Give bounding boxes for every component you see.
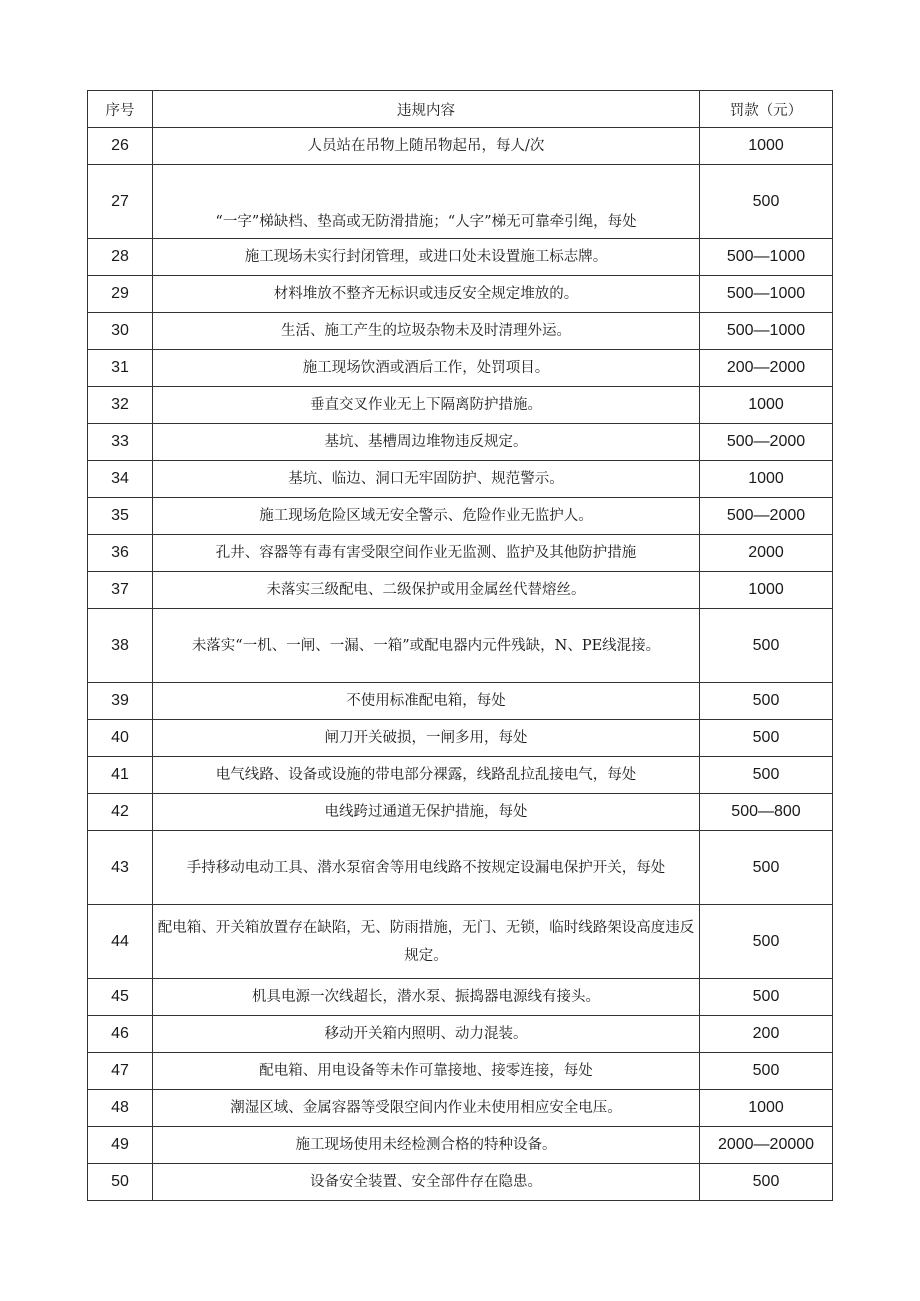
row-number: 42 xyxy=(88,794,153,831)
table-row xyxy=(88,1016,833,1053)
table-row xyxy=(88,720,833,757)
row-fine: 500 xyxy=(700,609,833,683)
row-content: 配电箱、开关箱放置存在缺陷，无、防雨措施，无门、无锁，临时线路架设高度违反规定。 xyxy=(153,905,700,979)
row-number: 39 xyxy=(88,683,153,720)
row-number: 44 xyxy=(88,905,153,979)
row-content: 孔井、容器等有毒有害受限空间作业无监测、监护及其他防护措施 xyxy=(153,535,700,572)
row-fine: 1000 xyxy=(700,461,833,498)
row-fine: 500 xyxy=(700,905,833,979)
row-content: 基坑、临边、洞口无牢固防护、规范警示。 xyxy=(153,461,700,498)
row-number: 38 xyxy=(88,609,153,683)
row-number: 28 xyxy=(88,239,153,276)
header-no: 序号 xyxy=(88,91,153,128)
table-row xyxy=(88,424,833,461)
row-content: 基坑、基槽周边堆物违反规定。 xyxy=(153,424,700,461)
row-fine: 500 xyxy=(700,1164,833,1201)
table-row xyxy=(88,498,833,535)
row-content: 潮湿区域、金属容器等受限空间内作业未使用相应安全电压。 xyxy=(153,1090,700,1127)
table-row xyxy=(88,1127,833,1164)
table-row xyxy=(88,831,833,905)
row-number: 48 xyxy=(88,1090,153,1127)
row-number: 35 xyxy=(88,498,153,535)
table-row xyxy=(88,572,833,609)
row-content: 施工现场未实行封闭管理，或进口处未设置施工标志牌。 xyxy=(153,239,700,276)
row-fine: 500 xyxy=(700,1053,833,1090)
row-content: 施工现场饮酒或酒后工作，处罚项目。 xyxy=(153,350,700,387)
row-number: 43 xyxy=(88,831,153,905)
row-fine: 500 xyxy=(700,979,833,1016)
row-number: 30 xyxy=(88,313,153,350)
row-number: 47 xyxy=(88,1053,153,1090)
row-number: 46 xyxy=(88,1016,153,1053)
table-row xyxy=(88,165,833,239)
row-fine: 500—800 xyxy=(700,794,833,831)
row-number: 50 xyxy=(88,1164,153,1201)
row-content: 未落实三级配电、二级保护或用金属丝代替熔丝。 xyxy=(153,572,700,609)
table-row xyxy=(88,1090,833,1127)
row-content: 施工现场危险区域无安全警示、危险作业无监护人。 xyxy=(153,498,700,535)
table-row xyxy=(88,535,833,572)
table-row xyxy=(88,128,833,165)
row-content: 移动开关箱内照明、动力混装。 xyxy=(153,1016,700,1053)
row-fine: 2000—20000 xyxy=(700,1127,833,1164)
row-fine: 500 xyxy=(700,165,833,239)
row-fine: 200—2000 xyxy=(700,350,833,387)
row-content: 材料堆放不整齐无标识或违反安全规定堆放的。 xyxy=(153,276,700,313)
row-content: 设备安全装置、安全部件存在隐患。 xyxy=(153,1164,700,1201)
row-fine: 500—2000 xyxy=(700,498,833,535)
row-content: 电气线路、设备或设施的带电部分裸露，线路乱拉乱接电气，每处 xyxy=(153,757,700,794)
row-content: 不使用标准配电箱，每处 xyxy=(153,683,700,720)
table-row xyxy=(88,1053,833,1090)
row-number: 36 xyxy=(88,535,153,572)
table-row xyxy=(88,609,833,683)
row-fine: 1000 xyxy=(700,572,833,609)
row-content: 手持移动电动工具、潜水泵宿舍等用电线路不按规定设漏电保护开关，每处 xyxy=(153,831,700,905)
row-content: 机具电源一次线超长，潜水泵、振捣器电源线有接头。 xyxy=(153,979,700,1016)
row-fine: 500 xyxy=(700,831,833,905)
row-number: 37 xyxy=(88,572,153,609)
table-row xyxy=(88,276,833,313)
row-number: 49 xyxy=(88,1127,153,1164)
table-row xyxy=(88,387,833,424)
row-content: 人员站在吊物上随吊物起吊，每人/次 xyxy=(153,128,700,165)
table-header-row xyxy=(88,91,833,128)
table-row xyxy=(88,350,833,387)
row-content: 生活、施工产生的垃圾杂物未及时清理外运。 xyxy=(153,313,700,350)
row-content: “一字”梯缺档、垫高或无防滑措施；“人字”梯无可靠牵引绳，每处 xyxy=(153,165,700,239)
row-number: 34 xyxy=(88,461,153,498)
row-fine: 1000 xyxy=(700,1090,833,1127)
row-fine: 500—1000 xyxy=(700,239,833,276)
row-fine: 500—2000 xyxy=(700,424,833,461)
row-number: 26 xyxy=(88,128,153,165)
row-content: 闸刀开关破损，一闸多用，每处 xyxy=(153,720,700,757)
row-fine: 1000 xyxy=(700,387,833,424)
row-fine: 500 xyxy=(700,757,833,794)
row-content: 施工现场使用未经检测合格的特种设备。 xyxy=(153,1127,700,1164)
row-fine: 2000 xyxy=(700,535,833,572)
header-content: 违规内容 xyxy=(153,91,700,128)
row-number: 31 xyxy=(88,350,153,387)
row-fine: 200 xyxy=(700,1016,833,1053)
row-number: 45 xyxy=(88,979,153,1016)
row-content: 配电箱、用电设备等未作可靠接地、接零连接，每处 xyxy=(153,1053,700,1090)
row-number: 33 xyxy=(88,424,153,461)
row-number: 40 xyxy=(88,720,153,757)
row-number: 41 xyxy=(88,757,153,794)
table-row xyxy=(88,461,833,498)
table-row xyxy=(88,794,833,831)
table-row xyxy=(88,979,833,1016)
table-row xyxy=(88,1164,833,1201)
row-number: 32 xyxy=(88,387,153,424)
table-row xyxy=(88,313,833,350)
row-number: 29 xyxy=(88,276,153,313)
table-row xyxy=(88,239,833,276)
table-row xyxy=(88,757,833,794)
row-fine: 1000 xyxy=(700,128,833,165)
header-fine: 罚款（元） xyxy=(700,91,833,128)
row-number: 27 xyxy=(88,165,153,239)
row-content: 垂直交叉作业无上下隔离防护措施。 xyxy=(153,387,700,424)
row-fine: 500—1000 xyxy=(700,313,833,350)
row-fine: 500 xyxy=(700,683,833,720)
table-row xyxy=(88,683,833,720)
row-content: 未落实“一机、一闸、一漏、一箱”或配电器内元件残缺，N、PE线混接。 xyxy=(153,609,700,683)
row-fine: 500 xyxy=(700,720,833,757)
penalty-table xyxy=(87,90,833,1201)
table-row xyxy=(88,905,833,979)
row-content: 电线跨过通道无保护措施，每处 xyxy=(153,794,700,831)
row-fine: 500—1000 xyxy=(700,276,833,313)
